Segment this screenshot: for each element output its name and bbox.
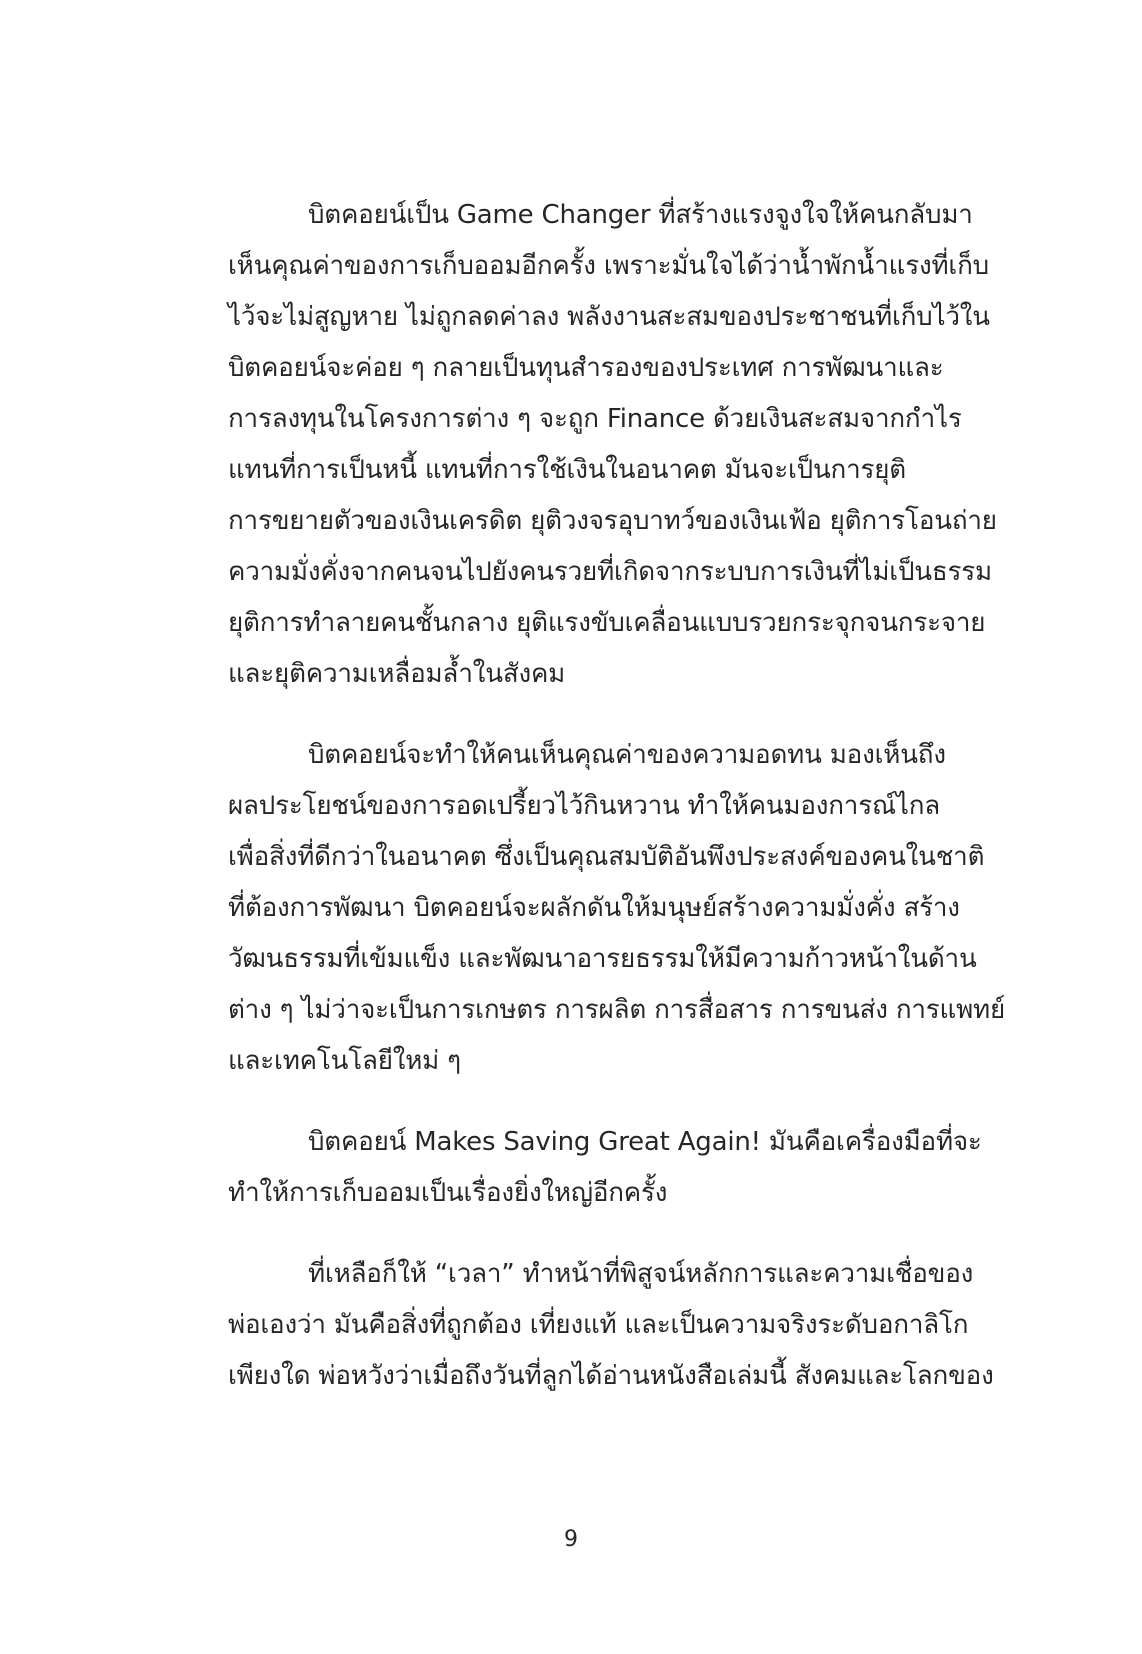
paragraph-2-line-4: ที่ต้องการพัฒนา บิตคอยน์จะผลักดันให้มนุษย์สร้างความมั่งคั่ง สร้าง xyxy=(228,893,960,923)
paragraph-1-line-10: และยุติความเหลื่อมล้ำในสังคม xyxy=(228,659,566,689)
paragraph-2-line-2: ผลประโยชน์ของการอดเปรี้ยวไว้กินหวาน ทำให้คนมองการณ์ไกล xyxy=(228,791,941,821)
paragraph-4-line-3: เพียงใด พ่อหวังว่าเมื่อถึงวันที่ลูกได้อ่านหนังสือเล่มนี้ สังคมและโลกของ xyxy=(228,1361,994,1391)
paragraph-1 xyxy=(228,190,997,700)
paragraph-3-line-2: ทำให้การเก็บออมเป็นเรื่องยิ่งใหญ่อีกครั้ง xyxy=(228,1178,668,1208)
paragraph-2-line-3: เพื่อสิ่งที่ดีกว่าในอนาคต ซึ่งเป็นคุณสมบัติอันพึงประสงค์ของคนในชาติ xyxy=(228,842,985,872)
paragraph-4-line-2: พ่อเองว่า มันคือสิ่งที่ถูกต้อง เที่ยงแท้ และเป็นความจริงระดับอกาลิโก xyxy=(228,1310,969,1340)
paragraph-4 xyxy=(228,1249,994,1402)
body-text xyxy=(228,190,1006,1402)
page-number: 9 xyxy=(564,1527,578,1552)
paragraph-1-line-6: แทนที่การเป็นหนี้ แทนที่การใช้เงินในอนาคต มันจะเป็นการยุติ xyxy=(228,455,906,485)
paragraph-1-line-3: ไว้จะไม่สูญหาย ไม่ถูกลดค่าลง พลังงานสะสมของประชาชนที่เก็บไว้ใน xyxy=(228,302,990,332)
paragraph-1-line-7: การขยายตัวของเงินเครดิต ยุติวงจรอุบาทว์ของเงินเฟ้อ ยุติการโอนถ่าย xyxy=(228,506,997,536)
paragraph-1-line-8: ความมั่งคั่งจากคนจนไปยังคนรวยที่เกิดจากระบบการเงินที่ไม่เป็นธรรม xyxy=(228,557,992,587)
paragraph-1-line-5: การลงทุนในโครงการต่าง ๆ จะถูก Finance ด้วยเงินสะสมจากกำไร xyxy=(228,404,962,434)
paragraph-2-line-7: และเทคโนโลยีใหม่ ๆ xyxy=(228,1046,461,1076)
paragraph-3 xyxy=(228,1117,990,1219)
paragraph-1-line-4: บิตคอยน์จะค่อย ๆ กลายเป็นทุนสำรองของประเทศ การพัฒนาและ xyxy=(228,353,944,383)
paragraph-2-line-6: ต่าง ๆ ไม่ว่าจะเป็นการเกษตร การผลิต การสื่อสาร การขนส่ง การแพทย์ xyxy=(228,995,1006,1025)
paragraph-2 xyxy=(228,730,1006,1087)
paragraph-3-line-1: บิตคอยน์ Makes Saving Great Again! มันคือเครื่องมือที่จะ xyxy=(308,1127,982,1157)
paragraph-2-line-1: บิตคอยน์จะทำให้คนเห็นคุณค่าของความอดทน มองเห็นถึง xyxy=(308,740,946,770)
paragraph-4-line-1: ที่เหลือก็ให้ “เวลา” ทำหน้าที่พิสูจน์หลักการและความเชื่อของ xyxy=(308,1259,974,1289)
paragraph-2-line-5: วัฒนธรรมที่เข้มแข็ง และพัฒนาอารยธรรมให้มีความก้าวหน้าในด้าน xyxy=(228,944,977,974)
paragraph-1-line-9: ยุติการทำลายคนชั้นกลาง ยุติแรงขับเคลื่อนแบบรวยกระจุกจนกระจาย xyxy=(228,608,986,638)
paragraph-1-line-2: เห็นคุณค่าของการเก็บออมอีกครั้ง เพราะมั่นใจได้ว่าน้ำพักน้ำแรงที่เก็บ xyxy=(228,251,989,281)
paragraph-1-line-1: บิตคอยน์เป็น Game Changer ที่สร้างแรงจูงใจให้คนกลับมา xyxy=(308,200,973,230)
